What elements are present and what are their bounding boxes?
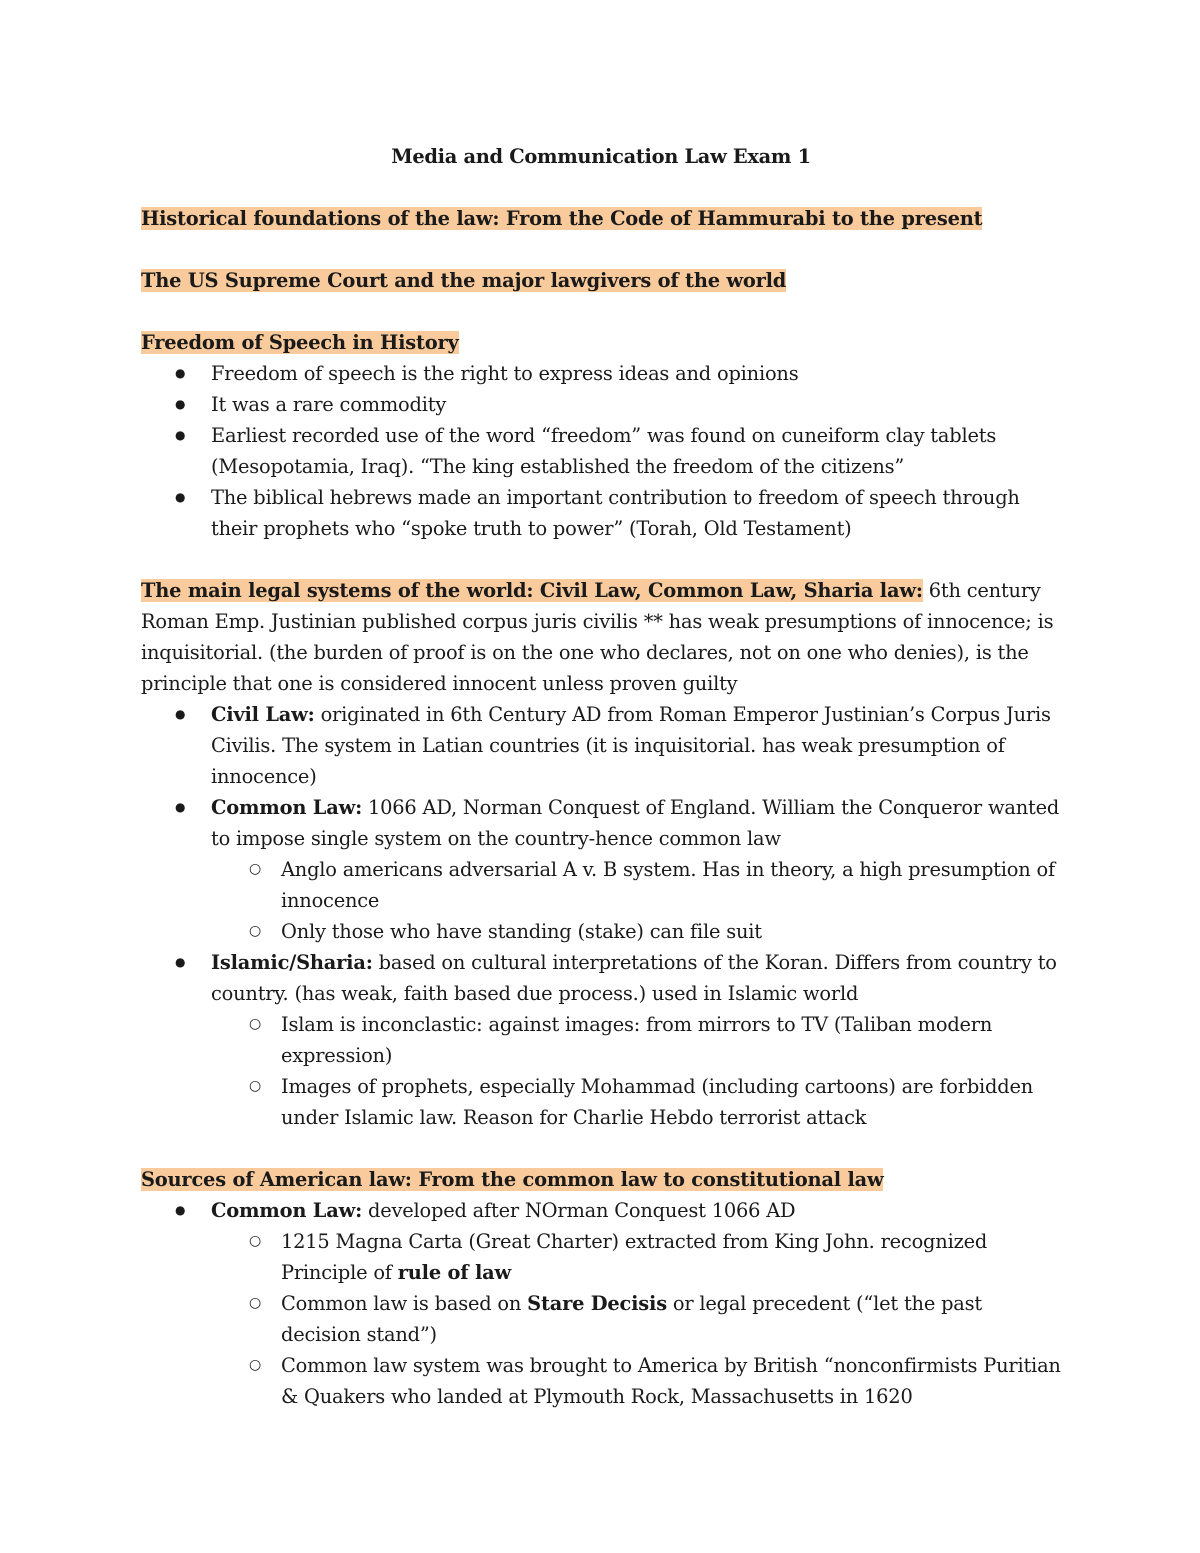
civil-law-label: Civil Law: [211, 703, 315, 726]
legal-systems-intro [141, 575, 1061, 699]
heading-freedom-of-speech [141, 327, 1061, 358]
list-item: ● The biblical hebrews made an important contribution to freedom of speech through their prophets who “spoke truth to power” (Torah, Old Testament) [141, 482, 1061, 544]
legal-systems-list [141, 699, 1061, 1133]
section-legal-systems [141, 575, 1061, 1133]
magna-carta-text: 1215 Magna Carta (Great Charter) extracted from King John. recognized Principle of [281, 1230, 988, 1284]
heading-historical-foundations [141, 203, 1061, 234]
american-law-list [141, 1195, 1061, 1412]
section-freedom-of-speech [141, 327, 1061, 544]
heading-supreme-court-text: The US Supreme Court and the major lawgivers of the world [141, 269, 787, 292]
sub-list-item-plymouth: ○ Common law system was brought to America by British “nonconfirmists Puritian & Quakers who landed at Plymouth Rock, Massachusetts in 1620 [211, 1350, 1061, 1412]
heading-historical-foundations-text: Historical foundations of the law: From the Code of Hammurabi to the present [141, 207, 983, 230]
stare-decisis-bold: Stare Decisis [527, 1292, 667, 1315]
american-common-law-text: developed after NOrman Conquest 1066 AD [362, 1199, 796, 1222]
rule-of-law-bold: rule of law [397, 1261, 511, 1284]
sub-list-item: ○ Images of prophets, especially Mohammad (including cartoons) are forbidden under Islamic law. Reason for Charlie Hebdo terrorist attack [211, 1071, 1061, 1133]
sub-list-item: ○ Islam is inconclastic: against images: from mirrors to TV (Taliban modern expression) [211, 1009, 1061, 1071]
american-common-law-sublist [211, 1226, 1061, 1412]
sharia-law-text: based on cultural interpretations of the Koran. Differs from country to country. (has weak, faith based due process.) used in Islamic world [211, 951, 1057, 1005]
legal-systems-intro-text: 6th century Roman Emp. Justinian published corpus juris civilis ** has weak presumptions of innocence; is inquisitorial. (the burden of proof is on the one who declares, not on one who denies), is the principle that one is considered innocent unless proven guilty [141, 579, 1054, 695]
list-item-common-law [141, 792, 1061, 947]
document-page [141, 141, 1061, 1412]
list-item-sharia-law [141, 947, 1061, 1133]
list-item: ● Earliest recorded use of the word “freedom” was found on cuneiform clay tablets (Mesopotamia, Iraq). “The king established the freedom of the citizens” [141, 420, 1061, 482]
list-item-american-common-law [141, 1195, 1061, 1412]
common-law-label: Common Law: [211, 796, 363, 819]
civil-law-text: originated in 6th Century AD from Roman Emperor Justinian’s Corpus Juris Civilis. The system in Latian countries (it is inquisitorial. has weak presumption of innocence) [211, 703, 1051, 788]
sub-list-item: ○ Only those who have standing (stake) can file suit [211, 916, 1061, 947]
stare-decisis-tail: or legal precedent (“let the past decision stand”) [281, 1292, 982, 1346]
freedom-list [141, 358, 1061, 544]
heading-freedom-of-speech-text: Freedom of Speech in History [141, 331, 459, 354]
common-law-sublist [211, 854, 1061, 947]
section-american-law [141, 1164, 1061, 1412]
list-item-civil-law [141, 699, 1061, 792]
sub-list-item-stare-decisis [211, 1288, 1061, 1350]
heading-american-law-text: Sources of American law: From the common law to constitutional law [141, 1168, 884, 1191]
stare-decisis-lead: Common law is based on [281, 1292, 528, 1315]
sharia-law-sublist [211, 1009, 1061, 1133]
sub-list-item: ○ Anglo americans adversarial A v. B system. Has in theory, a high presumption of innocence [211, 854, 1061, 916]
heading-supreme-court [141, 265, 1061, 296]
sub-list-item-magna-carta [211, 1226, 1061, 1288]
list-item: ● Freedom of speech is the right to express ideas and opinions [141, 358, 1061, 389]
american-common-law-label: Common Law: [211, 1199, 363, 1222]
list-item: ● It was a rare commodity [141, 389, 1061, 420]
document-title: Media and Communication Law Exam 1 [391, 145, 811, 168]
heading-legal-systems-text: The main legal systems of the world: Civil Law, Common Law, Sharia law: [141, 579, 923, 602]
common-law-text: 1066 AD, Norman Conquest of England. William the Conqueror wanted to impose single system on the country-hence common law [211, 796, 1060, 850]
sharia-law-label: Islamic/Sharia: [211, 951, 373, 974]
heading-american-law [141, 1164, 1061, 1195]
